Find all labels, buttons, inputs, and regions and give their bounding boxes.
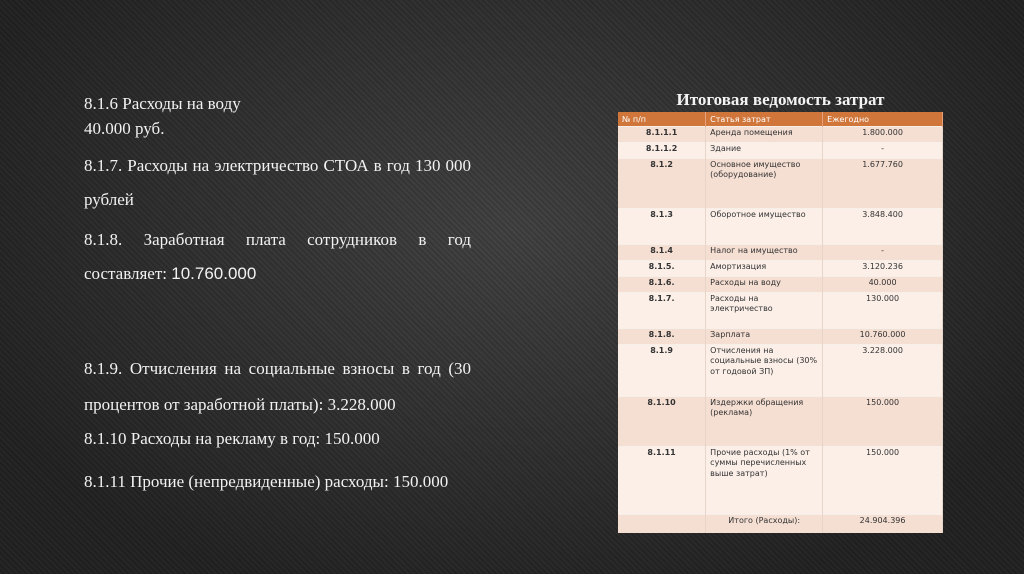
row-value: 1.800.000 <box>823 127 943 143</box>
row-item: Отчисления на социальные взносы (30% от годовой ЗП) <box>706 345 823 397</box>
row-number: 8.1.7. <box>618 293 706 329</box>
row-item: Аренда помещения <box>706 127 823 143</box>
row-value: 150.000 <box>823 397 943 447</box>
paragraph-other: 8.1.11 Прочие (непредвиденные) расходы: 150.000 <box>84 472 449 492</box>
left-text-block <box>84 92 471 499</box>
row-number: 8.1.1.1 <box>618 127 706 143</box>
row-item: Налог на имущество <box>706 245 823 261</box>
row-number: 8.1.8. <box>618 329 706 345</box>
header-annual: Ежегодно <box>823 112 943 127</box>
salary-text: 8.1.8. Заработная плата сотрудников в год составляет: <box>84 230 471 284</box>
row-number: 8.1.4 <box>618 245 706 261</box>
water-heading: 8.1.6 Расходы на воду <box>84 94 241 113</box>
paragraph-advertising <box>84 427 471 452</box>
header-item: Статья затрат <box>706 112 823 127</box>
table-row <box>618 159 943 209</box>
row-item: Основное имущество (оборудование) <box>706 159 823 209</box>
table-row <box>618 245 943 261</box>
table-row <box>618 261 943 277</box>
row-item: Расходы на воду <box>706 277 823 293</box>
table-row <box>618 143 943 159</box>
row-value: 130.000 <box>823 293 943 329</box>
table-header-row <box>618 112 943 127</box>
row-item: Расходы на электричество <box>706 293 823 329</box>
table-row <box>618 329 943 345</box>
table-row <box>618 447 943 515</box>
table-row <box>618 293 943 329</box>
row-number: 8.1.9 <box>618 345 706 397</box>
row-item: Здание <box>706 143 823 159</box>
row-number: 8.1.2 <box>618 159 706 209</box>
row-value: - <box>823 143 943 159</box>
water-amount: 40.000 руб. <box>84 118 165 138</box>
row-item: Прочие расходы (1% от суммы перечисленных выше затрат) <box>706 447 823 515</box>
paragraph-social <box>84 351 471 422</box>
row-number: 8.1.10 <box>618 397 706 447</box>
costs-table <box>618 112 943 533</box>
row-value: 1.677.760 <box>823 159 943 209</box>
social-value: 3.228.000 <box>327 394 396 414</box>
row-value: 40.000 <box>823 277 943 293</box>
advertising-value: 150.000 <box>324 428 380 448</box>
row-value: 10.760.000 <box>823 329 943 345</box>
row-value: 3.848.400 <box>823 209 943 245</box>
salary-value: 10.760.000 <box>171 264 257 284</box>
paragraph-salary <box>84 223 471 291</box>
total-empty-cell <box>618 515 706 533</box>
row-item: Зарплата <box>706 329 823 345</box>
row-number: 8.1.1.2 <box>618 143 706 159</box>
header-number: № п/п <box>618 112 706 127</box>
table-row <box>618 277 943 293</box>
row-number: 8.1.11 <box>618 447 706 515</box>
table-row <box>618 397 943 447</box>
row-value: 3.228.000 <box>823 345 943 397</box>
row-number: 8.1.3 <box>618 209 706 245</box>
advertising-text: 8.1.10 Расходы на рекламу в год: <box>84 428 321 448</box>
paragraph-water <box>84 92 471 141</box>
row-item: Оборотное имущество <box>706 209 823 245</box>
total-value: 24.904.396 <box>823 515 943 533</box>
paragraph-electricity: 8.1.7. Расходы на электричество СТОА в год 130 000 рублей <box>84 156 471 210</box>
total-label: Итого (Расходы): <box>706 515 823 533</box>
table-total-row <box>618 515 943 533</box>
table-row <box>618 209 943 245</box>
table-row <box>618 127 943 143</box>
table-row <box>618 345 943 397</box>
row-value: 3.120.236 <box>823 261 943 277</box>
social-text: 8.1.9. Отчисления на социальные взносы в год (30 процентов от заработной платы): <box>84 359 471 414</box>
row-number: 8.1.5. <box>618 261 706 277</box>
row-item: Амортизация <box>706 261 823 277</box>
row-item: Издержки обращения (реклама) <box>706 397 823 447</box>
row-value: 150.000 <box>823 447 943 515</box>
table-title: Итоговая ведомость затрат <box>676 90 885 109</box>
row-value: - <box>823 245 943 261</box>
row-number: 8.1.6. <box>618 277 706 293</box>
